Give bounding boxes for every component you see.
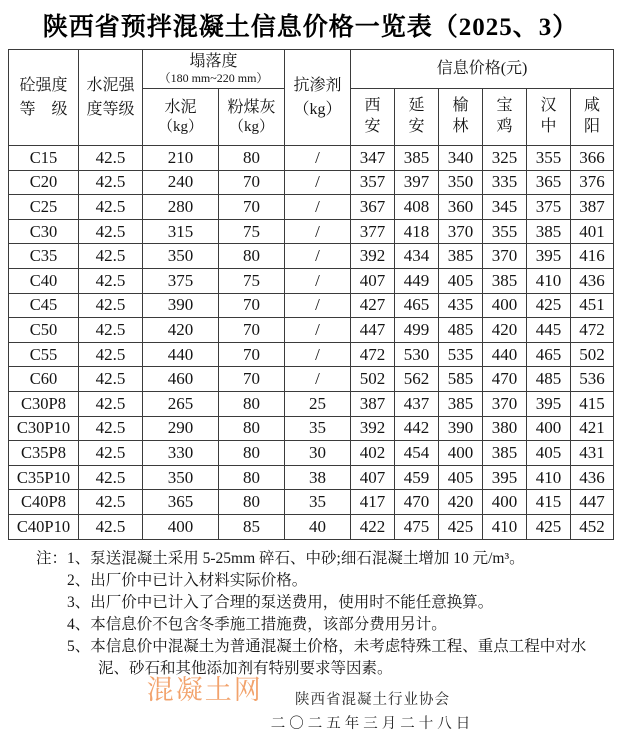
cell-price-yanan: 499 [395, 318, 439, 343]
notes-section [36, 548, 596, 680]
cell-price-yulin: 340 [439, 146, 483, 171]
cell-cement-kg: 290 [143, 416, 219, 441]
cell-price-xianyang: 452 [571, 514, 614, 539]
cell-grade: C60 [9, 367, 79, 392]
cell-price-hanzhong: 425 [527, 514, 571, 539]
cell-anti-seep-kg: / [285, 293, 351, 318]
cell-price-xian: 357 [351, 170, 395, 195]
cell-price-xian: 377 [351, 219, 395, 244]
cell-fly-ash-kg: 75 [219, 268, 285, 293]
cell-price-baoji: 325 [483, 146, 527, 171]
cell-price-hanzhong: 410 [527, 268, 571, 293]
table-row [9, 170, 614, 195]
cell-price-yulin: 535 [439, 342, 483, 367]
cell-grade: C30P8 [9, 391, 79, 416]
table-header [9, 50, 614, 146]
cell-price-yulin: 425 [439, 514, 483, 539]
cell-price-baoji: 355 [483, 219, 527, 244]
cell-price-yulin: 370 [439, 219, 483, 244]
cell-price-hanzhong: 400 [527, 416, 571, 441]
cell-price-hanzhong: 385 [527, 219, 571, 244]
cell-price-yulin: 400 [439, 441, 483, 466]
cell-cement-grade: 42.5 [79, 170, 143, 195]
table-row [9, 416, 614, 441]
cell-grade: C40P8 [9, 490, 79, 515]
cell-fly-ash-kg: 80 [219, 244, 285, 269]
cell-cement-grade: 42.5 [79, 195, 143, 220]
note-item: 3、出厂价中已计入了合理的泵送费用，使用时不能任意换算。 [67, 593, 494, 611]
cell-anti-seep-kg: / [285, 268, 351, 293]
cell-anti-seep-kg: / [285, 170, 351, 195]
cell-cement-kg: 400 [143, 514, 219, 539]
cell-cement-grade: 42.5 [79, 146, 143, 171]
cell-cement-kg: 390 [143, 293, 219, 318]
table-row [9, 441, 614, 466]
cell-price-hanzhong: 355 [527, 146, 571, 171]
notes-list [67, 548, 596, 680]
cell-price-baoji: 410 [483, 514, 527, 539]
header-city-yanan: 延安 [395, 89, 439, 146]
cell-price-yanan: 562 [395, 367, 439, 392]
cell-price-xian: 402 [351, 441, 395, 466]
page-title: 陕西省预拌混凝土信息价格一览表（2025、3） [42, 14, 579, 41]
table-row [9, 342, 614, 367]
cell-price-hanzhong: 395 [527, 244, 571, 269]
cell-price-yulin: 485 [439, 318, 483, 343]
header-city-yulin: 榆林 [439, 89, 483, 146]
issue-date: 二〇二五年三月二十八日 [270, 716, 475, 732]
cell-cement-grade: 42.5 [79, 268, 143, 293]
cell-cement-grade: 42.5 [79, 318, 143, 343]
cell-cement-kg: 315 [143, 219, 219, 244]
table-row [9, 219, 614, 244]
cell-cement-kg: 265 [143, 391, 219, 416]
cell-price-xianyang: 502 [571, 342, 614, 367]
cell-grade: C20 [9, 170, 79, 195]
notes-label: 注： [36, 549, 68, 567]
cell-cement-kg: 420 [143, 318, 219, 343]
cell-fly-ash-kg: 80 [219, 465, 285, 490]
cell-price-yulin: 360 [439, 195, 483, 220]
cell-grade: C45 [9, 293, 79, 318]
cell-anti-seep-kg: / [285, 244, 351, 269]
cell-grade: C30 [9, 219, 79, 244]
cell-price-xianyang: 376 [571, 170, 614, 195]
cell-grade: C40P10 [9, 514, 79, 539]
cell-price-yanan: 418 [395, 219, 439, 244]
cell-anti-seep-kg: 30 [285, 441, 351, 466]
cell-anti-seep-kg: / [285, 146, 351, 171]
cell-anti-seep-kg: / [285, 367, 351, 392]
cell-anti-seep-kg: 35 [285, 416, 351, 441]
site-logo: 混凝土网 [146, 675, 263, 705]
cell-price-baoji: 380 [483, 416, 527, 441]
cell-price-yulin: 385 [439, 244, 483, 269]
cell-price-xianyang: 421 [571, 416, 614, 441]
cell-fly-ash-kg: 80 [219, 441, 285, 466]
cell-price-baoji: 470 [483, 367, 527, 392]
cell-price-xian: 502 [351, 367, 395, 392]
cell-anti-seep-kg: / [285, 219, 351, 244]
header-city-xian: 西安 [351, 89, 395, 146]
table-row [9, 465, 614, 490]
cell-fly-ash-kg: 70 [219, 195, 285, 220]
cell-grade: C55 [9, 342, 79, 367]
cell-fly-ash-kg: 70 [219, 318, 285, 343]
header-cement-kg: 水泥 （kg） [143, 89, 219, 146]
table-row [9, 391, 614, 416]
association-name: 陕西省混凝土行业协会 [295, 692, 450, 708]
cell-cement-kg: 240 [143, 170, 219, 195]
cell-price-yulin: 405 [439, 268, 483, 293]
cell-price-hanzhong: 395 [527, 391, 571, 416]
cell-price-xianyang: 415 [571, 391, 614, 416]
header-city-baoji: 宝鸡 [483, 89, 527, 146]
table-row [9, 195, 614, 220]
cell-price-xian: 427 [351, 293, 395, 318]
table-row [9, 514, 614, 539]
cell-anti-seep-kg: / [285, 342, 351, 367]
cell-price-yanan: 465 [395, 293, 439, 318]
cell-price-yanan: 442 [395, 416, 439, 441]
cell-price-baoji: 395 [483, 465, 527, 490]
cell-price-yanan: 459 [395, 465, 439, 490]
header-city-xianyang: 咸阳 [571, 89, 614, 146]
cell-price-xian: 392 [351, 244, 395, 269]
cell-price-hanzhong: 365 [527, 170, 571, 195]
cell-grade: C35P10 [9, 465, 79, 490]
cell-fly-ash-kg: 85 [219, 514, 285, 539]
cell-price-yanan: 408 [395, 195, 439, 220]
cell-cement-grade: 42.5 [79, 219, 143, 244]
cell-cement-kg: 350 [143, 244, 219, 269]
cell-grade: C15 [9, 146, 79, 171]
cell-price-yanan: 434 [395, 244, 439, 269]
cell-anti-seep-kg: / [285, 318, 351, 343]
cell-price-yulin: 350 [439, 170, 483, 195]
cell-price-xianyang: 416 [571, 244, 614, 269]
cell-price-yanan: 385 [395, 146, 439, 171]
cell-price-yulin: 390 [439, 416, 483, 441]
note-item: 5、本信息价中混凝土为普通混凝土价格，未考虑特殊工程、重点工程中对水泥、砂石和其他添加剂有特别要求等因素。 [67, 637, 587, 677]
cell-price-baoji: 420 [483, 318, 527, 343]
cell-cement-kg: 350 [143, 465, 219, 490]
table-row [9, 318, 614, 343]
cell-fly-ash-kg: 70 [219, 293, 285, 318]
cell-anti-seep-kg: 35 [285, 490, 351, 515]
cell-price-baoji: 440 [483, 342, 527, 367]
cell-price-baoji: 370 [483, 244, 527, 269]
cell-cement-kg: 365 [143, 490, 219, 515]
cell-price-hanzhong: 410 [527, 465, 571, 490]
cell-cement-grade: 42.5 [79, 441, 143, 466]
cell-cement-grade: 42.5 [79, 391, 143, 416]
cell-grade: C40 [9, 268, 79, 293]
cell-price-yanan: 475 [395, 514, 439, 539]
cell-grade: C35 [9, 244, 79, 269]
cell-fly-ash-kg: 80 [219, 391, 285, 416]
cell-fly-ash-kg: 75 [219, 219, 285, 244]
cell-price-xianyang: 431 [571, 441, 614, 466]
header-price-group: 信息价格(元) [351, 50, 614, 89]
note-item: 2、出厂价中已计入材料实际价格。 [67, 571, 308, 589]
cell-price-hanzhong: 465 [527, 342, 571, 367]
cell-grade: C50 [9, 318, 79, 343]
cell-price-hanzhong: 415 [527, 490, 571, 515]
cell-cement-grade: 42.5 [79, 367, 143, 392]
cell-cement-kg: 440 [143, 342, 219, 367]
cell-cement-kg: 210 [143, 146, 219, 171]
table-row [9, 293, 614, 318]
slump-range: （180 mm~220 mm） [158, 71, 269, 86]
cell-price-yanan: 437 [395, 391, 439, 416]
cell-grade: C35P8 [9, 441, 79, 466]
cell-price-yulin: 420 [439, 490, 483, 515]
header-city-hanzhong: 汉中 [527, 89, 571, 146]
cell-cement-kg: 375 [143, 268, 219, 293]
table-row [9, 367, 614, 392]
cell-price-xianyang: 472 [571, 318, 614, 343]
cell-price-yulin: 435 [439, 293, 483, 318]
cell-cement-kg: 330 [143, 441, 219, 466]
cell-fly-ash-kg: 70 [219, 342, 285, 367]
table-row [9, 146, 614, 171]
cell-cement-kg: 280 [143, 195, 219, 220]
cell-price-yulin: 385 [439, 391, 483, 416]
table-row [9, 244, 614, 269]
cell-price-hanzhong: 405 [527, 441, 571, 466]
cell-price-baoji: 370 [483, 391, 527, 416]
header-fly-ash-kg: 粉煤灰 （kg） [219, 89, 285, 146]
cell-price-hanzhong: 445 [527, 318, 571, 343]
cell-anti-seep-kg: / [285, 195, 351, 220]
cell-price-xian: 417 [351, 490, 395, 515]
cell-price-xian: 407 [351, 268, 395, 293]
footer [0, 676, 621, 733]
cell-price-baoji: 400 [483, 293, 527, 318]
header-anti-seep: 抗渗剂 （kg） [285, 50, 351, 146]
cell-cement-grade: 42.5 [79, 514, 143, 539]
cell-price-xianyang: 366 [571, 146, 614, 171]
cell-cement-grade: 42.5 [79, 416, 143, 441]
cell-anti-seep-kg: 40 [285, 514, 351, 539]
cell-price-baoji: 385 [483, 441, 527, 466]
cell-price-yanan: 530 [395, 342, 439, 367]
cell-price-baoji: 335 [483, 170, 527, 195]
table-row [9, 268, 614, 293]
cell-price-xianyang: 401 [571, 219, 614, 244]
table-body [9, 146, 614, 540]
cell-price-baoji: 400 [483, 490, 527, 515]
note-item: 4、本信息价不包含冬季施工措施费，该部分费用另计。 [67, 615, 447, 633]
cell-anti-seep-kg: 25 [285, 391, 351, 416]
cell-price-xianyang: 451 [571, 293, 614, 318]
cell-price-xian: 367 [351, 195, 395, 220]
cell-grade: C25 [9, 195, 79, 220]
cell-price-xian: 472 [351, 342, 395, 367]
cell-price-xian: 347 [351, 146, 395, 171]
cell-price-baoji: 345 [483, 195, 527, 220]
header-slump-group: 塌落度 （180 mm~220 mm） [143, 50, 285, 89]
cell-price-baoji: 385 [483, 268, 527, 293]
cell-cement-kg: 460 [143, 367, 219, 392]
cell-price-hanzhong: 425 [527, 293, 571, 318]
cell-price-xian: 422 [351, 514, 395, 539]
cell-cement-grade: 42.5 [79, 465, 143, 490]
cell-cement-grade: 42.5 [79, 293, 143, 318]
cell-price-xian: 447 [351, 318, 395, 343]
cell-price-yanan: 454 [395, 441, 439, 466]
cell-price-yulin: 585 [439, 367, 483, 392]
cell-price-xianyang: 447 [571, 490, 614, 515]
cell-fly-ash-kg: 80 [219, 416, 285, 441]
cell-fly-ash-kg: 70 [219, 367, 285, 392]
cell-cement-grade: 42.5 [79, 490, 143, 515]
cell-price-xian: 392 [351, 416, 395, 441]
cell-fly-ash-kg: 80 [219, 146, 285, 171]
header-concrete-grade: 砼强度 等 级 [9, 50, 79, 146]
cell-grade: C30P10 [9, 416, 79, 441]
cell-fly-ash-kg: 70 [219, 170, 285, 195]
price-table [8, 49, 614, 540]
cell-price-yanan: 449 [395, 268, 439, 293]
cell-price-yulin: 405 [439, 465, 483, 490]
cell-price-yanan: 397 [395, 170, 439, 195]
cell-price-xianyang: 536 [571, 367, 614, 392]
cell-cement-grade: 42.5 [79, 342, 143, 367]
cell-fly-ash-kg: 80 [219, 490, 285, 515]
cell-price-xianyang: 436 [571, 465, 614, 490]
table-row [9, 490, 614, 515]
cell-cement-grade: 42.5 [79, 244, 143, 269]
cell-price-xianyang: 387 [571, 195, 614, 220]
cell-price-xianyang: 436 [571, 268, 614, 293]
cell-anti-seep-kg: 38 [285, 465, 351, 490]
cell-price-yanan: 470 [395, 490, 439, 515]
header-cement-grade: 水泥强 度等级 [79, 50, 143, 146]
cell-price-hanzhong: 375 [527, 195, 571, 220]
cell-price-xian: 407 [351, 465, 395, 490]
cell-price-hanzhong: 485 [527, 367, 571, 392]
note-item: 1、泵送混凝土采用 5-25mm 碎石、中砂;细石混凝土增加 10 元/m³。 [67, 549, 525, 567]
cell-price-xian: 387 [351, 391, 395, 416]
